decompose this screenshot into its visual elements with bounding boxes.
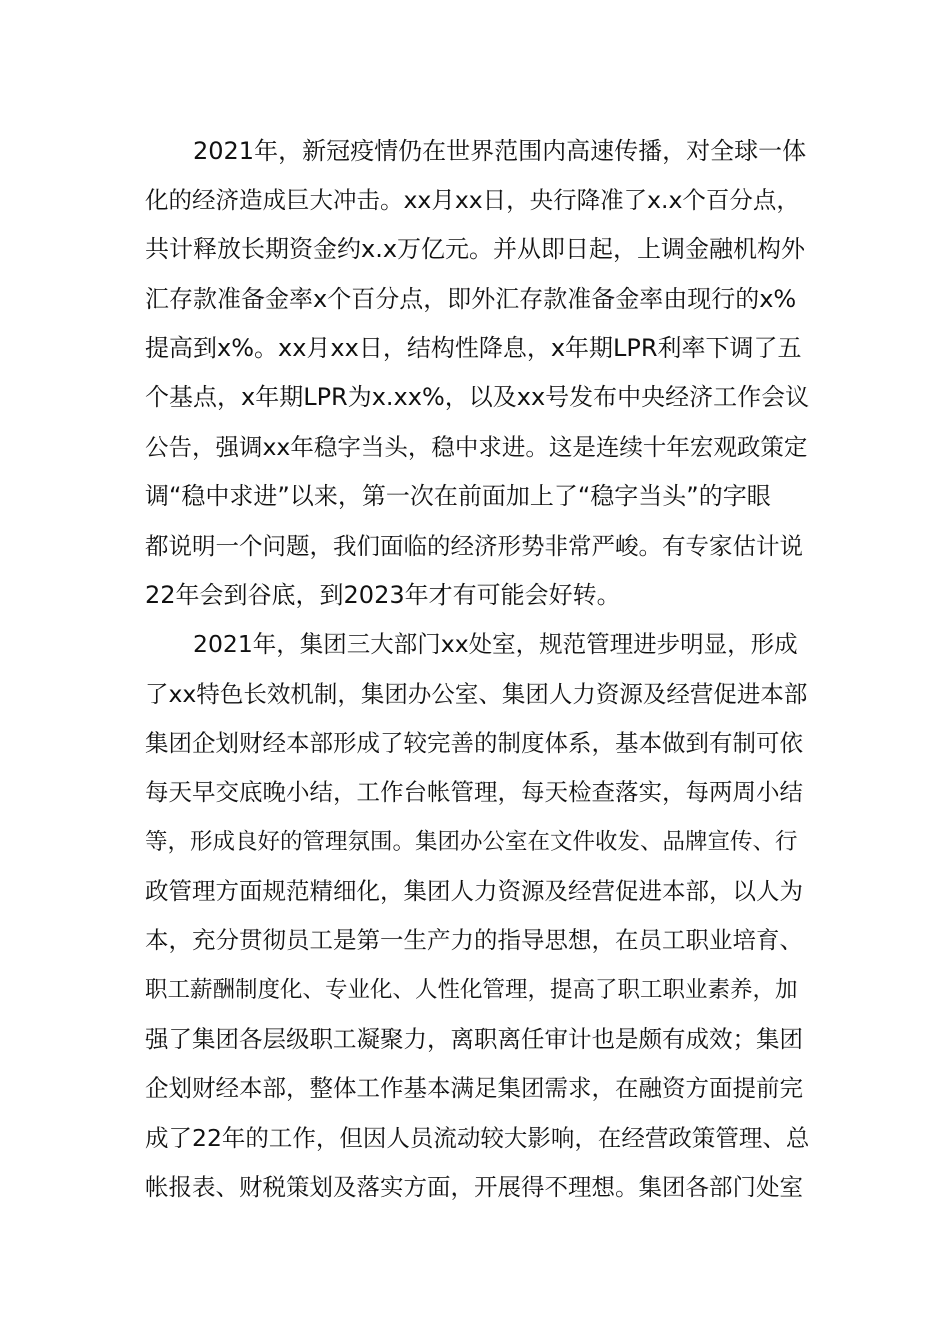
paragraph-1-line-10: 22年会到谷底，到2023年才有可能会好转。 [145, 581, 621, 609]
paragraph-2-line-3: 集团企划财经本部形成了较完善的制度体系，基本做到有制可依 [145, 729, 803, 757]
paragraph-1-line-9: 都说明一个问题，我们面临的经济形势非常严峻。有专家估计说 [145, 532, 803, 560]
paragraph-1-line-1: 2021年，新冠疫情仍在世界范围内高速传播，对全球一体 [193, 137, 807, 165]
paragraph-2-line-5: 等，形成良好的管理氛围。集团办公室在文件收发、品牌宣传、行 [145, 829, 798, 855]
paragraph-2-line-12: 帐报表、财税策划及落实方面，开展得不理想。集团各部门处室 [145, 1173, 803, 1201]
paragraph-2-line-6: 政管理方面规范精细化，集团人力资源及经营促进本部，以人为 [145, 877, 803, 905]
paragraph-1-line-2: 化的经济造成巨大冲击。xx月xx日，央行降准了x.x个百分点， [145, 186, 800, 214]
paragraph-2-line-2: 了xx特色长效机制，集团办公室、集团人力资源及经营促进本部 [145, 680, 808, 708]
paragraph-2-line-7: 本，充分贯彻员工是第一生产力的指导思想，在员工职业培育、 [145, 926, 803, 954]
paragraph-1-line-5: 提高到x%。xx月xx日，结构性降息，x年期LPR利率下调了五 [145, 334, 802, 362]
paragraph-2-line-9: 强了集团各层级职工凝聚力，离职离任审计也是颇有成效；集团 [145, 1025, 803, 1053]
paragraph-1-line-8: 调“稳中求进”以来，第一次在前面加上了“稳字当头”的字眼 [145, 482, 771, 510]
paragraph-1-line-4: 汇存款准备金率x个百分点，即外汇存款准备金率由现行的x% [145, 285, 797, 313]
paragraph-2-line-11: 成了22年的工作，但因人员流动较大影响，在经营政策管理、总 [145, 1124, 810, 1152]
paragraph-2-line-1: 2021年，集团三大部门xx处室，规范管理进步明显，形成 [193, 630, 798, 658]
paragraph-1-line-3: 共计释放长期资金约x.x万亿元。并从即日起，上调金融机构外 [145, 235, 806, 263]
paragraph-1-line-7: 公告，强调xx年稳字当头，稳中求进。这是连续十年宏观政策定 [145, 433, 808, 461]
paragraph-1-line-6: 个基点，x年期LPR为x.xx%，以及xx号发布中央经济工作会议 [145, 383, 810, 411]
paragraph-2-line-4: 每天早交底晚小结，工作台帐管理，每天检查落实，每两周小结 [145, 778, 803, 806]
paragraph-2-line-8: 职工薪酬制度化、专业化、人性化管理，提高了职工职业素养，加 [145, 977, 798, 1003]
paragraph-2-line-10: 企划财经本部，整体工作基本满足集团需求，在融资方面提前完 [145, 1074, 803, 1102]
